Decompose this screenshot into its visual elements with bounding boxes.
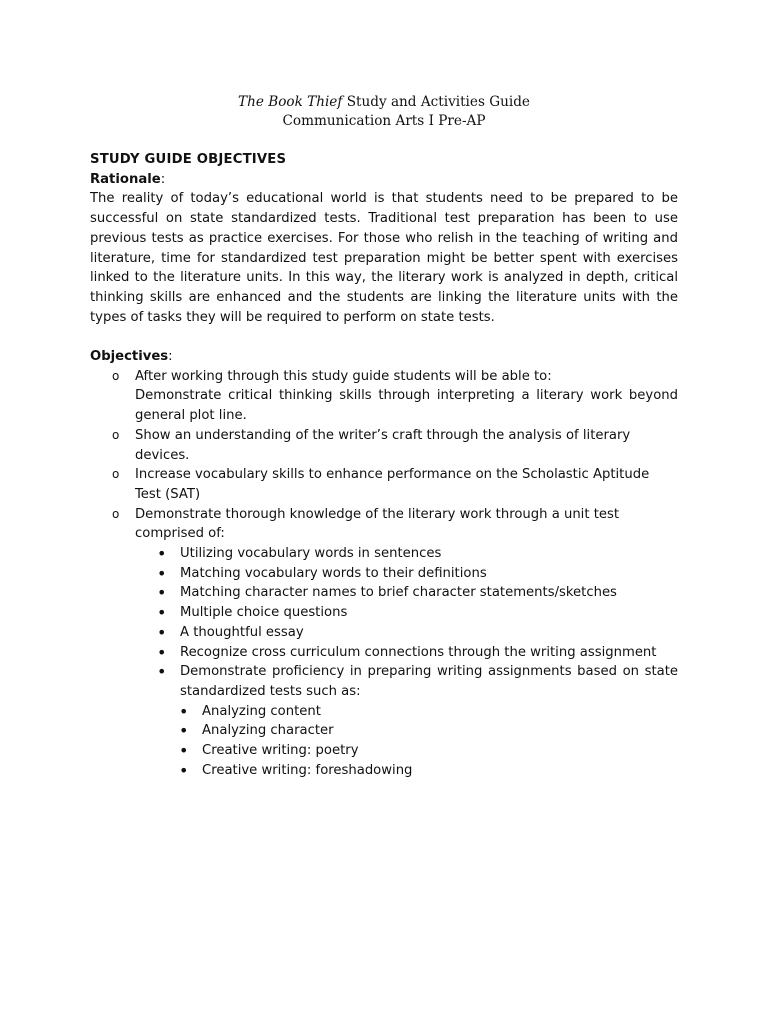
bullet-icon: •	[157, 603, 167, 623]
title-rest: Study and Activities Guide	[342, 94, 530, 110]
objective-item	[90, 465, 678, 504]
bullet-icon: •	[157, 544, 167, 564]
list-item	[90, 702, 678, 722]
list-item-text: Demonstrate proficiency in preparing writing assignments based on state standardized tests such as:	[180, 664, 678, 699]
circle-bullet-icon: o	[112, 368, 120, 383]
circle-bullet-icon: o	[112, 427, 120, 442]
list-item-text: Creative writing: poetry	[202, 743, 359, 759]
bullet-icon: •	[157, 662, 167, 682]
list-item-text: A thoughtful essay	[180, 624, 304, 640]
objective-text: Show an understanding of the writer’s craft through the analysis of literary devices.	[135, 427, 631, 463]
list-item	[90, 603, 678, 623]
objectives-list	[90, 367, 678, 544]
objective-critical-thinking: Demonstrate critical thinking skills through interpreting a literary work beyond general plot line.	[135, 388, 678, 424]
document-body	[90, 150, 678, 780]
objective-item	[90, 426, 678, 465]
list-item-text: Matching character names to brief character statements/sketches	[180, 585, 617, 601]
title-block	[0, 93, 768, 131]
circle-bullet-icon: o	[112, 506, 120, 521]
spacer	[90, 327, 678, 347]
list-item-text: Analyzing content	[202, 703, 321, 719]
list-item-text: Analyzing character	[202, 723, 334, 739]
bullet-icon: •	[179, 760, 189, 780]
list-item	[90, 623, 678, 643]
bullet-icon: •	[179, 721, 189, 741]
bullet-icon: •	[179, 701, 189, 721]
list-item-text: Recognize cross curriculum connections through the writing assignment	[180, 644, 657, 660]
objective-item	[90, 505, 678, 544]
document-subtitle: Communication Arts I Pre-AP	[282, 113, 486, 129]
rationale-heading	[90, 170, 678, 190]
objective-text: Demonstrate thorough knowledge of the literary work through a unit test comprised of:	[135, 506, 620, 542]
book-title: The Book Thief	[238, 94, 343, 110]
list-item	[90, 662, 678, 780]
list-item	[90, 741, 678, 761]
bullet-icon: •	[157, 563, 167, 583]
unit-test-list	[90, 544, 678, 780]
rationale-paragraph: The reality of today’s educational world is that students need to be prepared to be successful on state standardized tests. Traditional test preparation has been to use previous tests as practice exercises. For those who relish in the teaching of writing and literature, time for standardized test preparation might be better spent with exercises linked to the literature units. In this way, the literary work is analyzed in depth, critical thinking skills are enhanced and the students are linking the literature units with the types of tasks they will be required to perform on state tests.	[90, 191, 678, 325]
objective-text: Increase vocabulary skills to enhance performance on the Scholastic Aptitude Test (SAT)	[135, 467, 650, 502]
objective-intro: After working through this study guide students will be able to:	[135, 368, 552, 384]
rationale-colon: :	[160, 171, 166, 187]
bullet-icon: •	[157, 622, 167, 642]
list-item	[90, 544, 678, 564]
bullet-icon: •	[157, 583, 167, 603]
objectives-heading	[90, 347, 678, 367]
list-item-text: Utilizing vocabulary words in sentences	[180, 546, 442, 562]
section-heading: STUDY GUIDE OBJECTIVES	[90, 152, 287, 167]
list-item-text: Multiple choice questions	[180, 605, 348, 621]
writing-assignment-list	[180, 702, 678, 781]
objectives-label: Objectives	[90, 349, 169, 365]
list-item-text: Creative writing: foreshadowing	[202, 762, 413, 778]
list-item	[90, 721, 678, 741]
objective-item	[90, 367, 678, 426]
circle-bullet-icon: o	[112, 467, 120, 482]
bullet-icon: •	[157, 642, 167, 662]
rationale-label: Rationale	[90, 171, 161, 187]
document-title	[0, 93, 768, 112]
objectives-colon: :	[168, 349, 173, 365]
list-item	[90, 643, 678, 663]
list-item	[90, 761, 678, 781]
list-item-text: Matching vocabulary words to their definitions	[180, 565, 487, 581]
list-item	[90, 564, 678, 584]
bullet-icon: •	[179, 741, 189, 761]
list-item	[90, 583, 678, 603]
